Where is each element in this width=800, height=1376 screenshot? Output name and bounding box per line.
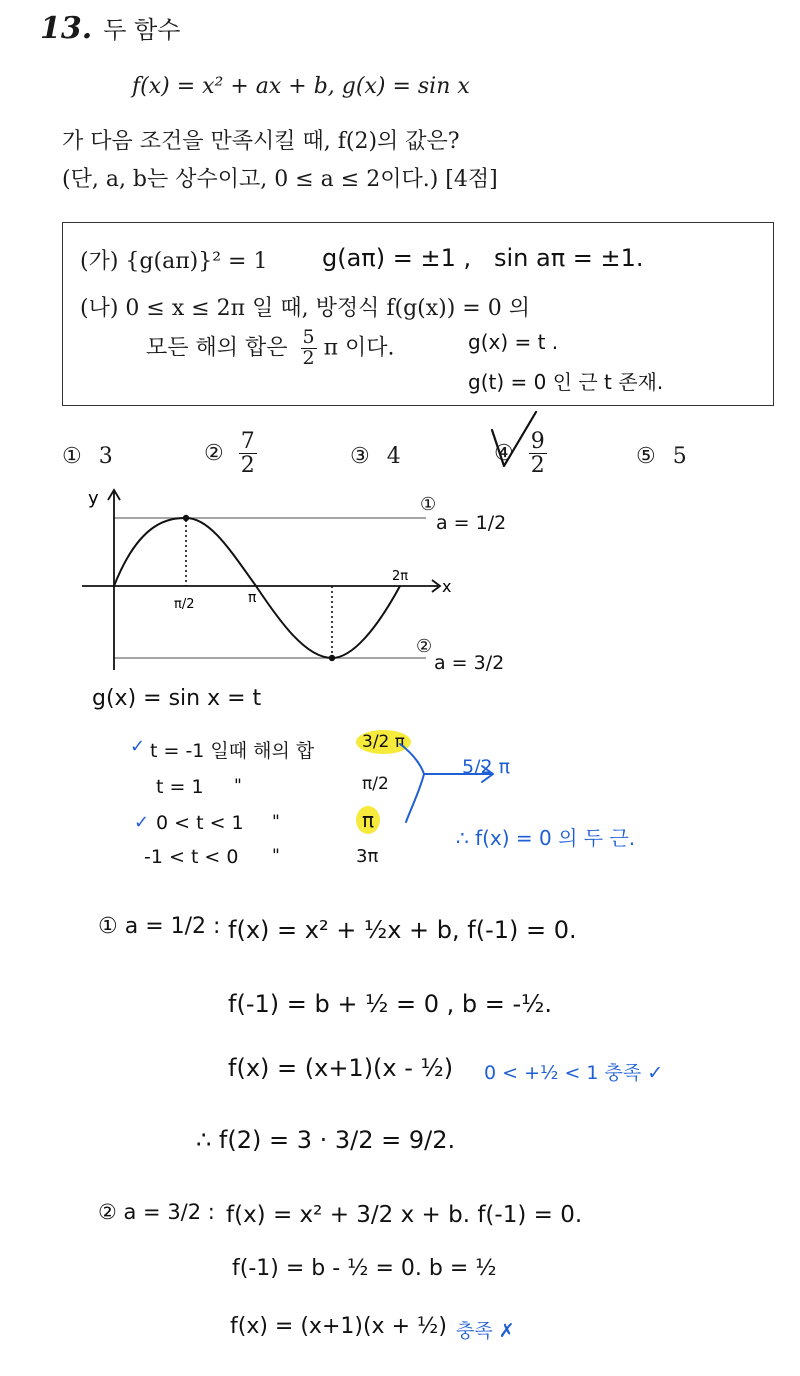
problem-title: 두 함수 (103, 16, 181, 44)
min-point (329, 655, 335, 661)
row1-check: ✓ (130, 736, 146, 757)
choice-4-mark: ④ (494, 441, 514, 467)
choice-4-num: 9 (530, 429, 545, 454)
label-pi-half: π/2 (174, 597, 195, 612)
fraction-numerator: 5 (302, 326, 315, 348)
arrow-result: 5/2 π (462, 756, 511, 778)
max-point (183, 515, 189, 521)
label-two-pi: 2π (392, 569, 409, 584)
choice-3-mark: ③ (350, 444, 370, 469)
row3-sum (356, 808, 380, 832)
condition-na-suffix: π 이다. (323, 335, 395, 361)
case1-line3: f(x) = (x+1)(x - ½) (228, 1054, 454, 1082)
box-note-g-a-pi: g(aπ) = ±1 , (322, 244, 472, 272)
sum-arrow-icon (396, 740, 506, 830)
row1-sum-value: 3/2 π (356, 730, 411, 754)
choice-2-fraction (239, 430, 257, 477)
row4-condition: -1 < t < 0 (144, 846, 239, 868)
choice-5-value: 5 (672, 444, 687, 469)
case1-line4: ∴ f(2) = 3 · 3/2 = 9/2. (196, 1126, 456, 1154)
choice-2-mark: ② (204, 441, 224, 467)
choice-3[interactable] (350, 444, 401, 469)
choice-1-value: 3 (98, 444, 113, 469)
graph-case1-label: a = 1/2 (436, 512, 507, 534)
condition-na-line2 (146, 328, 395, 369)
row3-check: ✓ (134, 812, 150, 833)
row2-sum: π/2 (362, 774, 389, 794)
box-note-g-x-t: g(x) = t . (468, 330, 559, 354)
row3-sum-value: π (356, 806, 380, 834)
choice-5[interactable] (636, 444, 687, 469)
fraction-denominator: 2 (302, 346, 315, 369)
x-axis-label: x (442, 577, 452, 596)
condition-na-prefix: 모든 해의 합은 (146, 335, 288, 361)
graph-case1-mark: ① (420, 494, 437, 515)
case1-line2: f(-1) = b + ½ = 0 , b = -½. (228, 990, 553, 1018)
choice-2-num: 7 (240, 429, 255, 454)
case1-line3-note: 0 < +½ < 1 충족 ✓ (484, 1062, 664, 1084)
sine-curve (114, 518, 400, 658)
choice-5-mark: ⑤ (636, 444, 656, 469)
label-pi: π (248, 590, 257, 606)
case2-line1: f(x) = x² + 3/2 x + b. f(-1) = 0. (226, 1202, 583, 1228)
case2-line3-note: 충족 ✗ (456, 1320, 515, 1342)
case1-line1: f(x) = x² + ½x + b, f(-1) = 0. (228, 916, 577, 944)
box-note-root-exists: g(t) = 0 인 근 t 존재. (468, 370, 664, 394)
problem-header (40, 10, 180, 46)
y-axis-label: y (88, 488, 99, 509)
row2-ditto: " (234, 776, 242, 796)
condition-na-line1: (나) 0 ≤ x ≤ 2π 일 때, 방정식 f(g(x)) = 0 의 (80, 296, 530, 321)
choice-1-mark: ① (62, 444, 82, 469)
answer-check-mark (484, 408, 544, 478)
case2-label: ② a = 3/2 : (98, 1200, 215, 1224)
function-definitions: f(x) = x² + ax + b, g(x) = sin x (132, 74, 470, 99)
row1-condition: t = -1 일때 해의 합 (150, 740, 315, 762)
choice-1[interactable] (62, 444, 113, 469)
case2-line2: f(-1) = b - ½ = 0. b = ½ (232, 1256, 497, 1281)
choice-3-value: 4 (386, 444, 401, 469)
row4-sum: 3π (356, 846, 379, 867)
choice-2-den: 2 (240, 453, 255, 479)
question-text: 가 다음 조건을 만족시킬 때, f(2)의 값은? (62, 129, 460, 154)
condition-ga: (가) {g(aπ)}² = 1 (80, 249, 268, 274)
choice-2[interactable] (204, 430, 257, 477)
case1-label: ① a = 1/2 : (98, 914, 221, 939)
box-note-sin-a-pi: sin aπ = ±1. (494, 244, 644, 272)
graph-case2-label: a = 3/2 (434, 652, 505, 674)
row4-ditto: " (272, 846, 280, 866)
analysis-header: g(x) = sin x = t (92, 686, 262, 711)
row3-condition: 0 < t < 1 (156, 812, 244, 834)
graph-case2-mark: ② (416, 636, 433, 657)
five-halves-fraction (301, 328, 317, 369)
choice-4-den: 2 (530, 453, 545, 479)
case2-line3: f(x) = (x+1)(x + ½) (230, 1314, 447, 1339)
question-note: (단, a, b는 상수이고, 0 ≤ a ≤ 2이다.) [4점] (62, 167, 498, 192)
row3-ditto: " (272, 812, 280, 832)
row2-condition: t = 1 (156, 776, 204, 798)
problem-number: 13. (40, 11, 93, 46)
analysis-conclusion: ∴ f(x) = 0 의 두 근. (456, 826, 636, 850)
